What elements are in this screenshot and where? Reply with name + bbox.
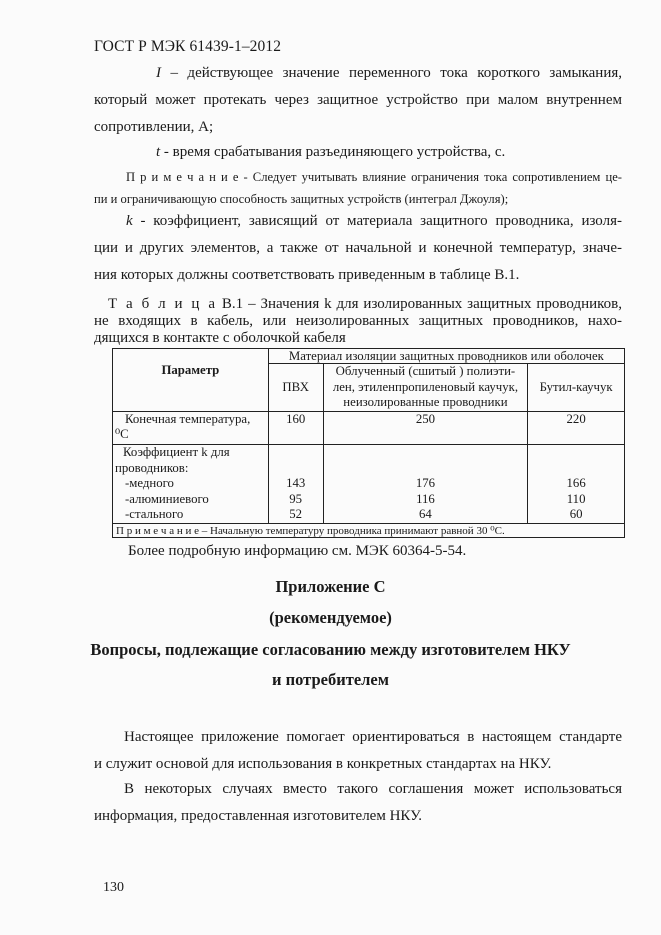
material-copper: -медного (125, 476, 174, 491)
appendix-title: Приложение С (275, 577, 386, 596)
coefficient-table (112, 348, 625, 538)
more-info: Более подробную информацию см. МЭК 60364-5-54. (128, 543, 467, 559)
definition-time: t - время срабатывания разъединяющего устройства, с. (156, 144, 506, 160)
cell-temp-pvc: 160 (268, 411, 323, 444)
col-pvc-header: ПВХ (268, 364, 323, 412)
param-header: Параметр (113, 349, 269, 412)
appendix-heading-line2: и потребителем (272, 670, 389, 689)
col-xlpe-header: Облученный (сшитый ) полиэти- лен, этиленпропиленовый каучук, неизолированные проводники (323, 364, 528, 412)
row-coefficient-label: Коэффициент k для проводников: -медного -алюминиевого -стального (113, 444, 269, 523)
page-number: 130 (103, 880, 124, 895)
symbol-t: t (156, 144, 161, 160)
definition-coefficient: k - коэффициент, зависящий от материала защитного проводника, изоля- ции и других элементов, а также от начальной и конечной температур, значе- ния которых должны соответствовать приведенным в таблице В.1. (94, 213, 622, 283)
col-pvc-values: 143 95 52 (268, 444, 323, 523)
symbol-i: I (156, 65, 161, 81)
table-row-coefficient (113, 444, 625, 523)
paragraph-purpose: Настоящее приложение помогает ориентироваться в настоящем стандарте и служит основой для использования в конкретных стандартах на НКУ. (94, 729, 622, 772)
col-butyl-header: Бутил-каучук (528, 364, 625, 412)
material-steel: -стального (125, 507, 184, 522)
cell-temp-butyl: 220 (528, 411, 625, 444)
note-joule: П р и м е ч а н и е - Следует учитывать влияние ограничения тока сопротивлением це- пи и ограничивающую способность защитных устройств (интеграл Джоуля); (94, 170, 622, 206)
col-butyl-values: 166 110 60 (528, 444, 625, 523)
table-row-final-temperature (113, 411, 625, 444)
row-final-temp-label: Конечная температура, ⁰С (113, 411, 269, 444)
table-note-row (113, 523, 625, 537)
appendix-subtitle: (рекомендуемое) (269, 608, 392, 627)
table-note: П р и м е ч а н и е – Начальную температуру проводника принимают равной 30 ⁰С. (113, 523, 625, 537)
col-xlpe-values: 176 116 64 (323, 444, 528, 523)
table-caption: Т а б л и ц а В.1 – Значения k для изолированных защитных проводников, не входящих в кабель, или неизолированных защитных проводников, нахо- дящихся в контакте с оболочкой кабеля (94, 296, 623, 346)
definition-current: I – действующее значение переменного тока короткого замыкания, который может протекать через защитное устройство при малом внутреннем сопротивлении, А; (94, 65, 623, 135)
page-header: ГОСТ Р МЭК 61439-1–2012 (94, 38, 282, 55)
paragraph-manufacturer-info: В некоторых случаях вместо такого соглашения может использоваться информация, предоставленная изготовителем НКУ. (94, 781, 622, 824)
table-header-row-1 (113, 349, 625, 364)
cell-temp-xlpe: 250 (323, 411, 528, 444)
material-aluminium: -алюминиевого (125, 491, 209, 506)
symbol-k: k (126, 213, 133, 229)
appendix-heading-line1: Вопросы, подлежащие согласованию между изготовителем НКУ (90, 640, 571, 659)
material-group-header: Материал изоляции защитных проводников или оболочек (268, 349, 624, 364)
